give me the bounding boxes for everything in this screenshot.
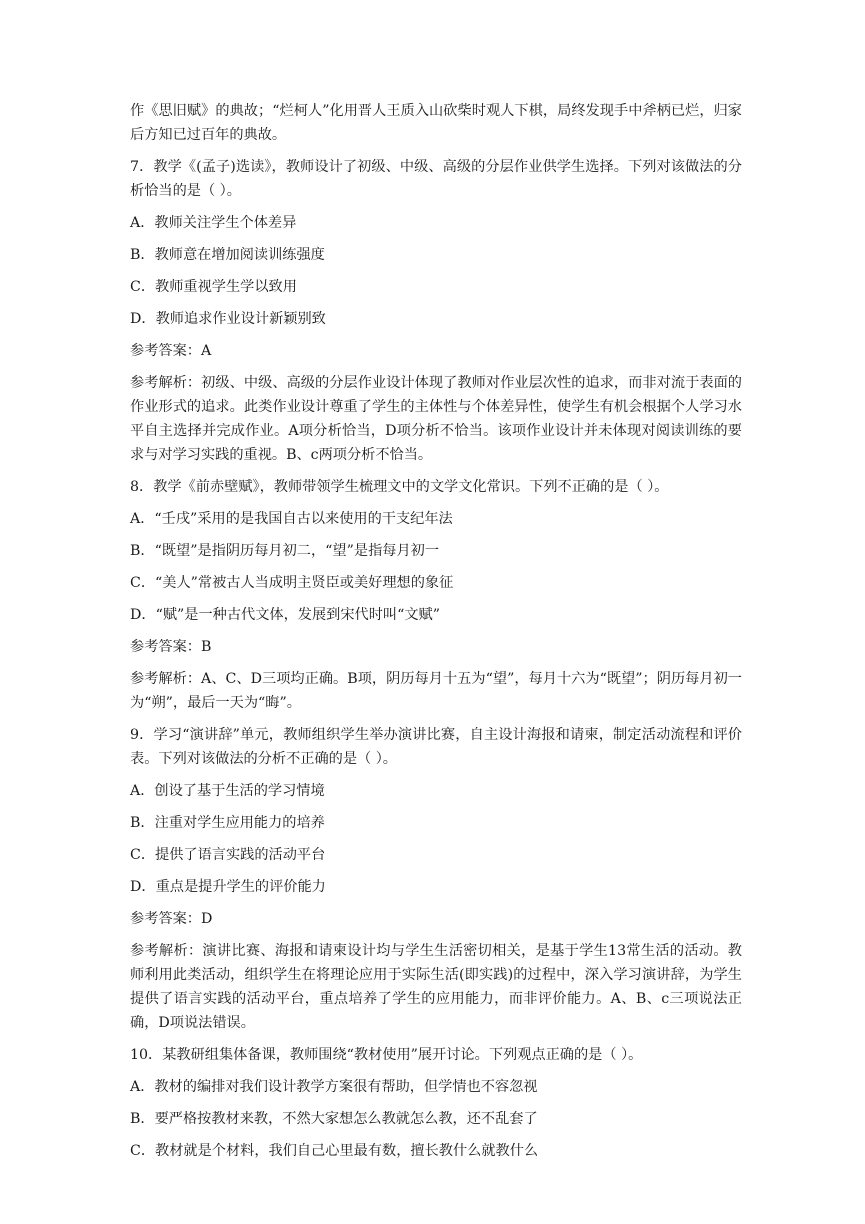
q9-option-a: A．创设了基于生活的学习情境 bbox=[130, 783, 325, 799]
q8-option-b: B．“既望”是指阴历每月初二，“望”是指每月初一 bbox=[130, 543, 440, 559]
q8-option-d: D．“赋”是一种古代文体，发展到宋代时叫“文赋” bbox=[130, 607, 440, 623]
q7-option-a: A．教师关注学生个体差异 bbox=[130, 215, 297, 231]
q7-option-c: C．教师重视学生学以致用 bbox=[130, 279, 297, 295]
q7-option-d: D．教师追求作业设计新颖别致 bbox=[130, 311, 326, 327]
document-page bbox=[130, 99, 742, 1171]
question-8: 8．教学《前赤壁赋》，教师带领学生梳理文中的文学文化常识。下列不正确的是（ ）。 bbox=[130, 479, 669, 495]
q7-explanation: 参考解析：初级、中级、高级的分层作业设计体现了教师对作业层次性的追求，而非对流于表面的作业形式的追求。此类作业设计尊重了学生的主体性与个体差异性，使学生有机会根据个人学习水平自主选择并完成作业。A项分析恰当，D项分析不恰当。该项作业设计并未体现对阅读训练的要求与对学习实践的重视。B、c两项分析不恰当。 bbox=[130, 375, 742, 463]
question-9: 9．学习“演讲辞”单元，教师组织学生举办演讲比赛，自主设计海报和请柬，制定活动流程和评价表。下列对该做法的分析不正确的是（ ）。 bbox=[130, 727, 742, 767]
q9-answer: 参考答案：D bbox=[130, 911, 213, 927]
question-7: 7．教学《(孟子)选读》，教师设计了初级、中级、高级的分层作业供学生选择。下列对该做法的分析恰当的是（ ）。 bbox=[130, 159, 742, 199]
q9-option-b: B．注重对学生应用能力的培养 bbox=[130, 815, 325, 831]
q9-explanation: 参考解析：演讲比赛、海报和请柬设计均与学生生活密切相关，是基于学生13常生活的活动。教师利用此类活动，组织学生在将理论应用于实际生活(即实践)的过程中，深入学习演讲辞，为学生提供了语言实践的活动平台，重点培养了学生的应用能力，而非评价能力。A、B、c三项说法正确，D项说法错误。 bbox=[130, 943, 742, 1031]
q7-option-b: B．教师意在增加阅读训练强度 bbox=[130, 247, 325, 263]
q9-option-d: D．重点是提升学生的评价能力 bbox=[130, 879, 326, 895]
q8-answer: 参考答案：B bbox=[130, 639, 212, 655]
q10-option-c: C．教材就是个材料，我们自己心里最有数，擅长教什么就教什么 bbox=[130, 1143, 539, 1159]
q10-option-b: B．要严格按教材来教，不然大家想怎么教就怎么教，还不乱套了 bbox=[130, 1111, 538, 1127]
q10-option-a: A．教材的编排对我们设计教学方案很有帮助，但学情也不容忽视 bbox=[130, 1079, 538, 1095]
q8-option-a: A．“壬戌”采用的是我国自古以来使用的干支纪年法 bbox=[130, 511, 453, 527]
paragraph-continuation: 作《思旧赋》的典故；“烂柯人”化用晋人王质入山砍柴时观人下棋，局终发现手中斧柄已烂，归家后方知已过百年的典故。 bbox=[130, 103, 742, 143]
q8-explanation: 参考解析：A、C、D三项均正确。B项，阴历每月十五为“望”，每月十六为“既望”；阴历每月初一为“朔”，最后一天为“晦”。 bbox=[130, 671, 742, 711]
question-10: 10．某教研组集体备课，教师围绕“教材使用”展开讨论。下列观点正确的是（ ）。 bbox=[130, 1047, 643, 1063]
q8-option-c: C．“美人”常被古人当成明主贤臣或美好理想的象征 bbox=[130, 575, 454, 591]
q9-option-c: C．提供了语言实践的活动平台 bbox=[130, 847, 326, 863]
q7-answer: 参考答案：A bbox=[130, 343, 212, 359]
